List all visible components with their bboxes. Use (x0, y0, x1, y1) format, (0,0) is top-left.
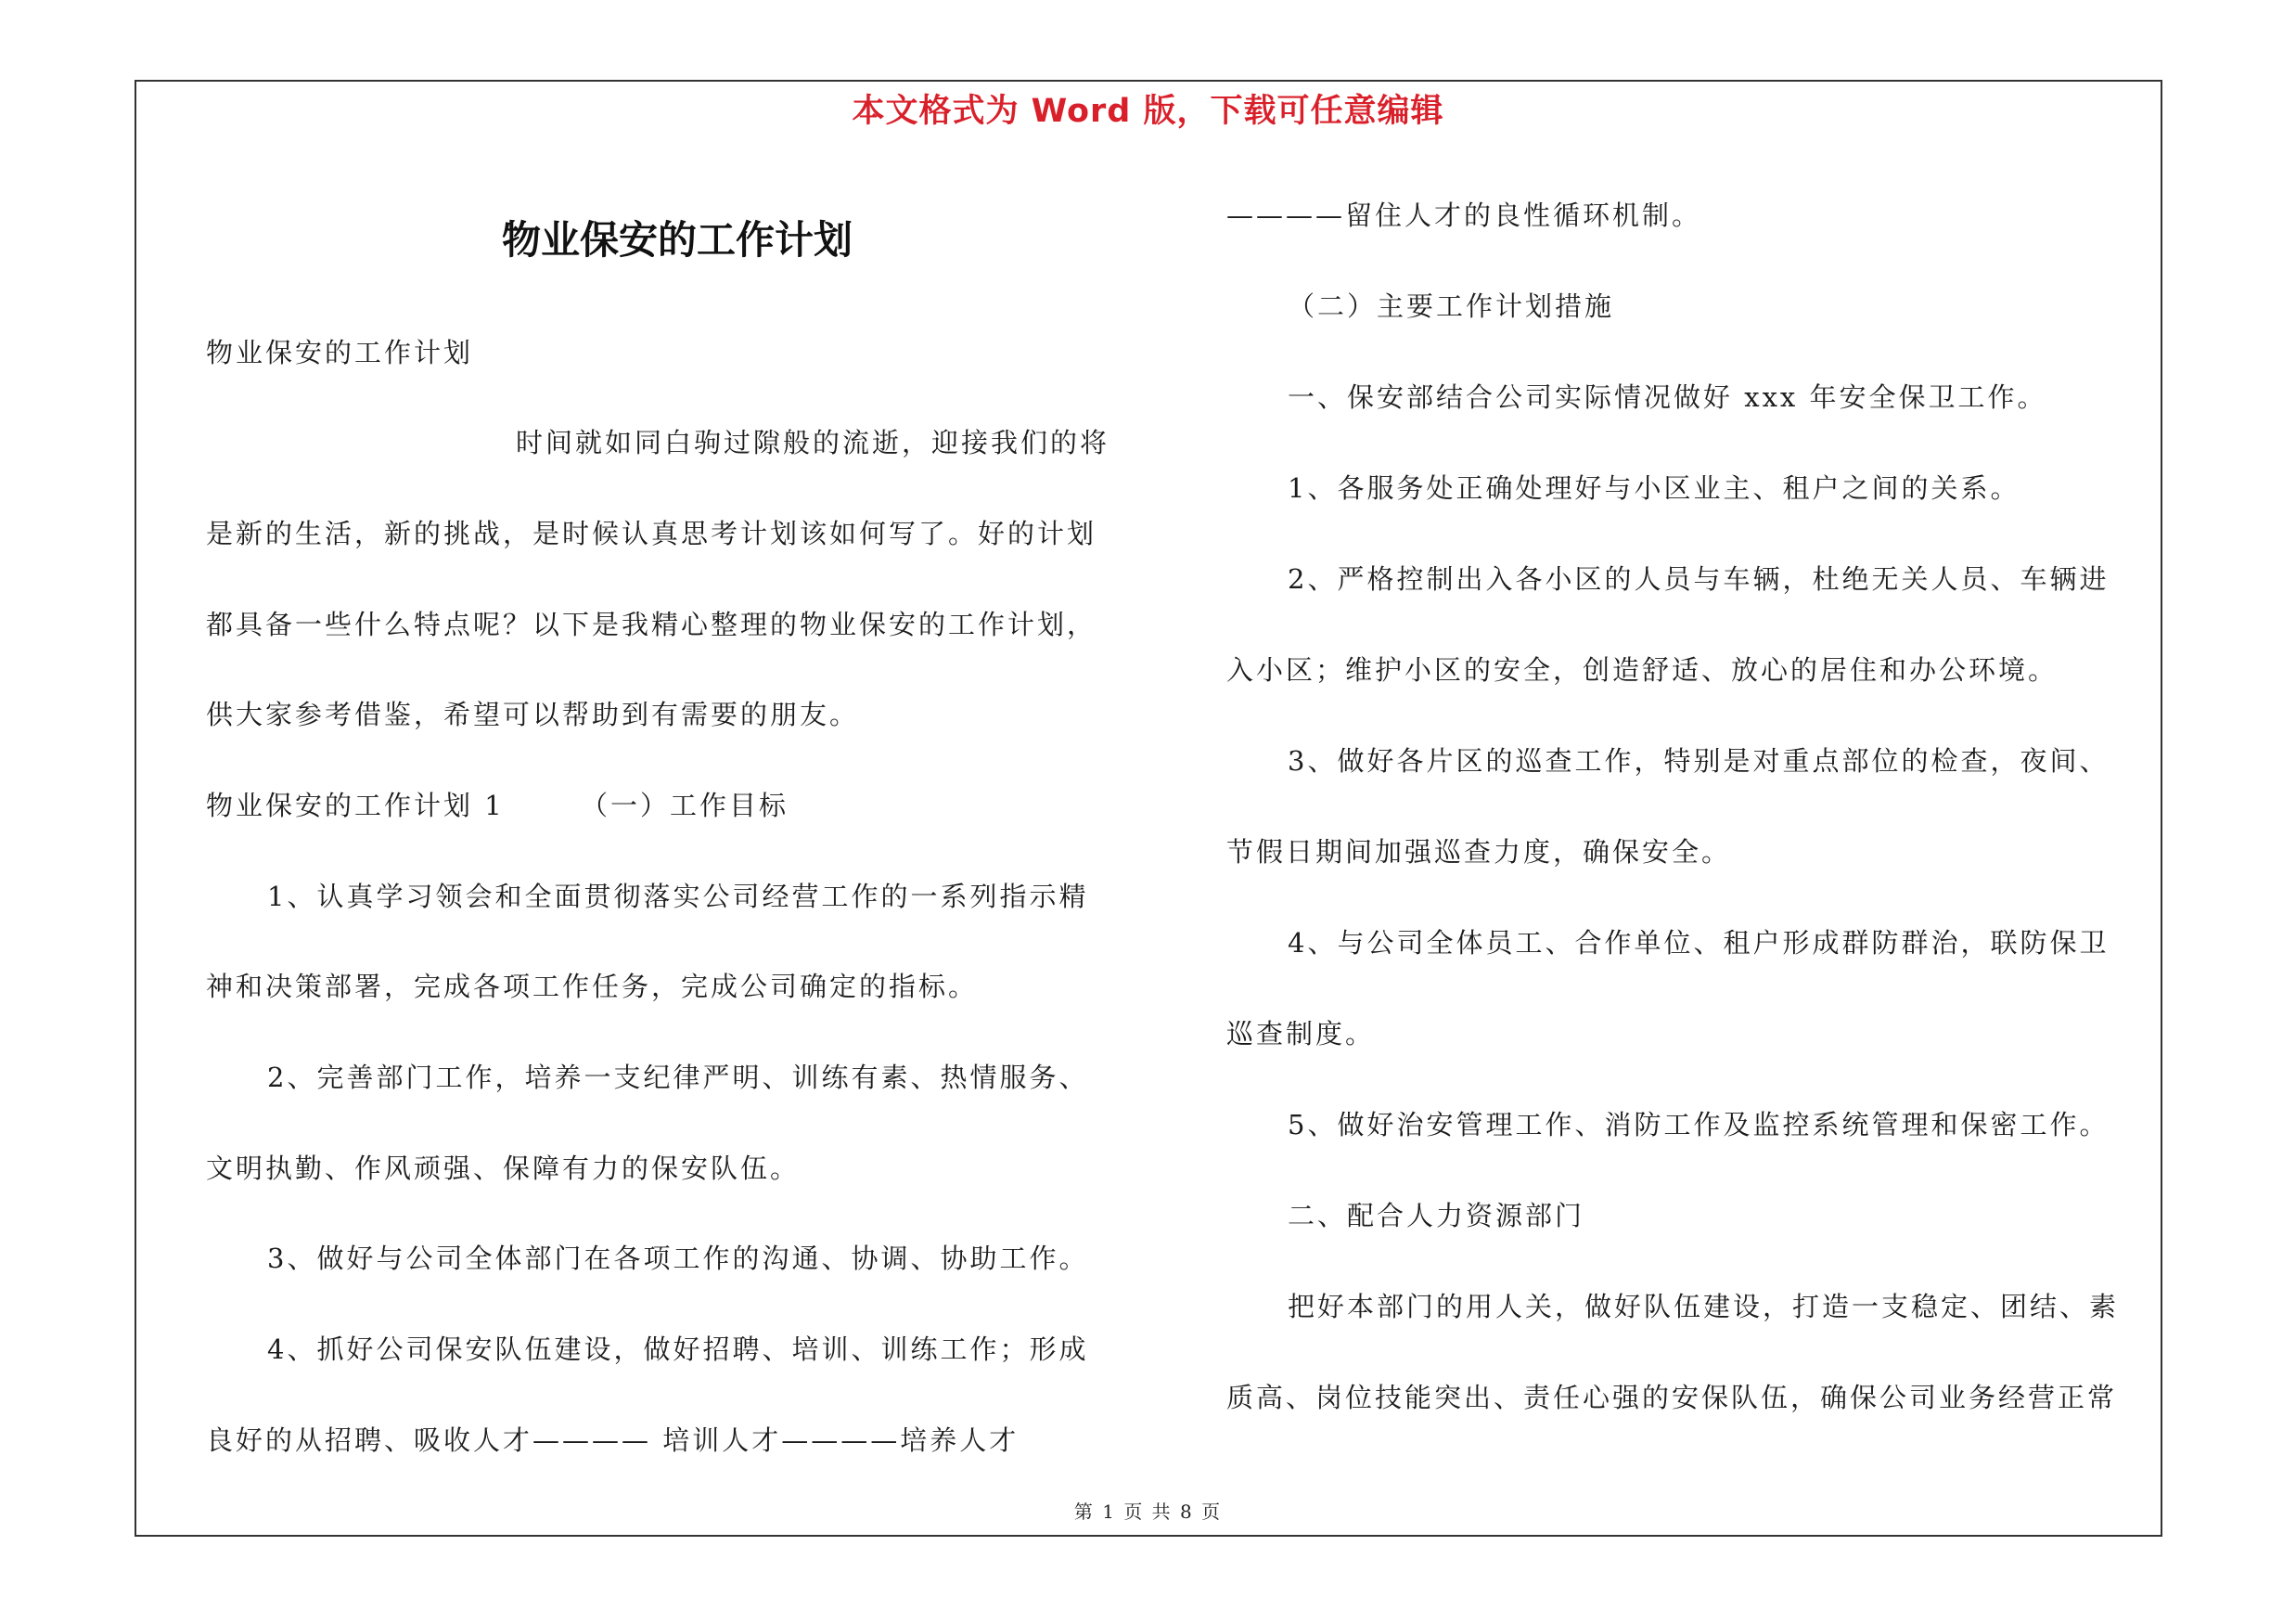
right-line-5: 2、严格控制出入各小区的人员与车辆，杜绝无关人员、车辆进 (1288, 563, 2110, 595)
left-line-10: 文明执勤、作风顽强、保障有力的保安队伍。 (206, 1153, 801, 1184)
left-line-11: 3、做好与公司全体部门在各项工作的沟通、协调、协助工作。 (267, 1243, 1089, 1274)
right-line-4: 1、各服务处正确处理好与小区业主、租户之间的关系。 (1288, 472, 2020, 504)
left-line-3: 是新的生活，新的挑战，是时候认真思考计划该如何写了。好的计划 (206, 518, 1097, 549)
right-line-3: 一、保安部结合公司实际情况做好 xxx 年安全保卫工作。 (1288, 381, 2047, 413)
right-line-1: ————留住人才的良性循环机制。 (1226, 200, 1702, 231)
left-line-6a: 物业保安的工作计划 1 (206, 790, 505, 821)
format-banner: 本文格式为 Word 版，下载可任意编辑 (852, 93, 1444, 130)
right-line-2: （二）主要工作计划措施 (1288, 290, 1615, 322)
left-line-1: 物业保安的工作计划 (206, 337, 474, 368)
right-line-10: 巡查制度。 (1226, 1018, 1376, 1050)
left-line-6b: （一）工作目标 (581, 790, 789, 821)
right-line-11: 5、做好治安管理工作、消防工作及监控系统管理和保密工作。 (1288, 1109, 2110, 1140)
right-line-13: 把好本部门的用人关，做好队伍建设，打造一支稳定、团结、素 (1288, 1291, 2120, 1322)
right-line-12: 二、配合人力资源部门 (1288, 1200, 1585, 1231)
left-line-9: 2、完善部门工作，培养一支纪律严明、训练有素、热情服务、 (267, 1062, 1089, 1093)
left-line-8: 神和决策部署，完成各项工作任务，完成公司确定的指标。 (206, 971, 979, 1002)
right-line-6: 入小区；维护小区的安全，创造舒适、放心的居住和办公环境。 (1226, 654, 2059, 686)
left-line-7: 1、认真学习领会和全面贯彻落实公司经营工作的一系列指示精 (267, 881, 1089, 912)
right-line-9: 4、与公司全体员工、合作单位、租户形成群防群治，联防保卫 (1288, 927, 2110, 959)
left-line-13: 良好的从招聘、吸收人才———— 培训人才————培养人才 (206, 1424, 1020, 1456)
left-line-5: 供大家参考借鉴，希望可以帮助到有需要的朋友。 (206, 699, 860, 730)
left-line-2: 时间就如同白驹过隙般的流逝，迎接我们的将 (516, 427, 1110, 458)
page-number: 第 1 页 共 8 页 (1073, 1501, 1223, 1523)
left-line-12: 4、抓好公司保安队伍建设，做好招聘、培训、训练工作；形成 (267, 1333, 1089, 1365)
document-title: 物业保安的工作计划 (501, 217, 853, 263)
right-line-14: 质高、岗位技能突出、责任心强的安保队伍，确保公司业务经营正常 (1226, 1382, 2118, 1413)
left-line-4: 都具备一些什么特点呢？以下是我精心整理的物业保安的工作计划， (206, 609, 1097, 640)
right-line-7: 3、做好各片区的巡查工作，特别是对重点部位的检查，夜间、 (1288, 745, 2110, 777)
right-line-8: 节假日期间加强巡查力度，确保安全。 (1226, 836, 1732, 868)
